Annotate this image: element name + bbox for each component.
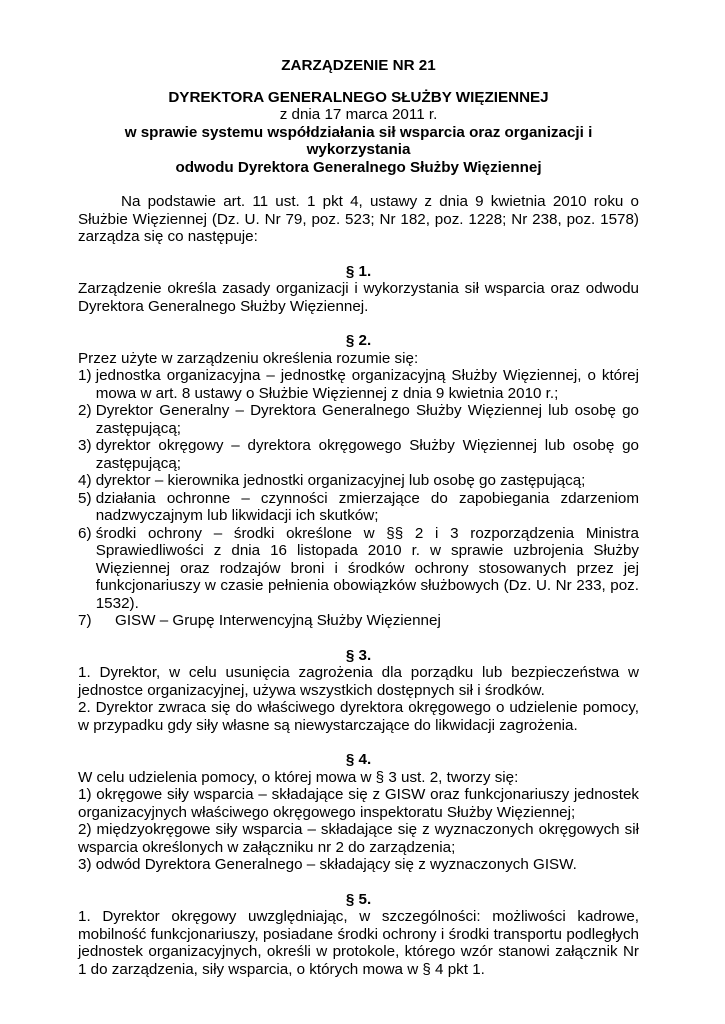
definition-item-2 [78, 402, 639, 437]
section-2-heading: § 2. [345, 332, 372, 349]
definition-text: Dyrektor Generalny – Dyrektora Generalnego Służby Więziennej lub osobę go zastępującą; [95, 402, 639, 437]
section-4-point-2: 2) międzyokręgowe siły wsparcia – składające się z wyznaczonych okręgowych sił wsparcia określonych w załączniku nr 2 do zarządzenia; [78, 821, 639, 856]
definition-number: 3) [78, 437, 96, 454]
section-3-paragraph-1: 1. Dyrektor, w celu usunięcia zagrożenia dla porządku lub bezpieczeństwa w jednostce organizacyjnej, używa wszystkich dostępnych sił i środków. [78, 664, 639, 699]
definition-number: 5) [78, 489, 96, 507]
definition-text: jednostka organizacyjna – jednostkę organizacyjną Służby Więziennej, o której mowa w art. 8 ustawy o Służbie Więziennej z dnia 9 kwietnia 2010 r.; [95, 367, 639, 402]
definition-text: dyrektor – kierownika jednostki organizacyjnej lub osobę go zastępującą; [95, 472, 586, 489]
definition-text: dyrektor okręgowy – dyrektora okręgowego Służby Więziennej lub osobę go zastępującą; [95, 437, 639, 472]
section-3-paragraph-2: 2. Dyrektor zwraca się do właściwego dyrektora okręgowego o udzielenie pomocy, w przypadku gdy siły własne są niewystarczające do likwidacji zagrożenia. [78, 699, 639, 734]
definition-item-5 [78, 490, 639, 525]
preamble-paragraph: Na podstawie art. 11 ust. 1 pkt 4, ustawy z dnia 9 kwietnia 2010 roku o Służbie Więziennej (Dz. U. Nr 79, poz. 523; Nr 182, poz. 1228; Nr 238, poz. 1578) zarządza się co następuje: [78, 193, 639, 245]
definition-number: 4) [78, 472, 96, 489]
definition-text: GISW – Grupę Interwencyjną Służby Więziennej [115, 612, 441, 629]
section-4-point-1: 1) okręgowe siły wsparcia – składające się z GISW oraz funkcjonariuszy jednostek organizacyjnych właściwego okręgowego inspektoratu Służby Więziennej; [78, 786, 639, 821]
definition-number: 2) [78, 402, 96, 419]
section-3-heading: § 3. [345, 646, 372, 664]
issue-date: z dnia 17 marca 2011 r. [279, 106, 438, 123]
section-4-intro: W celu udzielenia pomocy, o której mowa w § 3 ust. 2, tworzy się: [78, 768, 519, 786]
section-5-heading: § 5. [345, 890, 372, 908]
section-1-text: Zarządzenie określa zasady organizacji i wykorzystania sił wsparcia oraz odwodu Dyrektora Generalnego Służby Więziennej. [78, 280, 639, 315]
definition-text: działania ochronne – czynności zmierzające do zapobiegania zdarzeniom nadzwyczajnym lub likwidacji ich skutków; [95, 489, 639, 524]
section-4-heading: § 4. [345, 751, 372, 768]
definition-item-1 [78, 367, 639, 402]
definition-text: środki ochrony – środki określone w §§ 2 i 3 rozporządzenia Ministra Sprawiedliwości z dnia 16 listopada 2010 r. w sprawie uzbrojenia Służby Więziennej oraz rodzajów broni i środków ochrony stosowanych przez jej funkcjonariuszy w czasie pełnienia obowiązków służbowych (Dz. U. Nr 233, poz. 1532). [95, 524, 639, 612]
subject-line-2: odwodu Dyrektora Generalnego Służby Więziennej [175, 158, 542, 176]
section-1-heading: § 1. [345, 262, 372, 280]
definition-number: 6) [78, 524, 96, 542]
section-4-point-3: 3) odwód Dyrektora Generalnego – składający się z wyznaczonych GISW. [78, 856, 577, 873]
section-5-paragraph-1: 1. Dyrektor okręgowy uwzględniając, w szczególności: możliwości kadrowe, mobilność funkcjonariuszy, posiadane środki ochrony i środki transportu podległych jednostek organizacyjnych, określi w protokole, którego wzór stanowi załącznik Nr 1 do zarządzenia, siły wsparcia, o których mowa w § 4 pkt 1. [78, 908, 639, 978]
document-content [78, 57, 639, 978]
subject-line-1: w sprawie systemu współdziałania sił wsparcia oraz organizacji i wykorzystania [124, 123, 593, 158]
section-2-intro: Przez użyte w zarządzeniu określenia rozumie się: [78, 349, 419, 367]
definition-number: 1) [78, 367, 96, 384]
definition-item-7 [78, 612, 639, 630]
definition-item-4 [78, 472, 639, 490]
issuer-heading: DYREKTORA GENERALNEGO SŁUŻBY WIĘZIENNEJ [168, 88, 549, 106]
document-title: ZARZĄDZENIE NR 21 [281, 57, 436, 74]
definition-number: 7) [78, 612, 92, 629]
definition-item-3 [78, 437, 639, 472]
definition-item-6 [78, 525, 639, 613]
